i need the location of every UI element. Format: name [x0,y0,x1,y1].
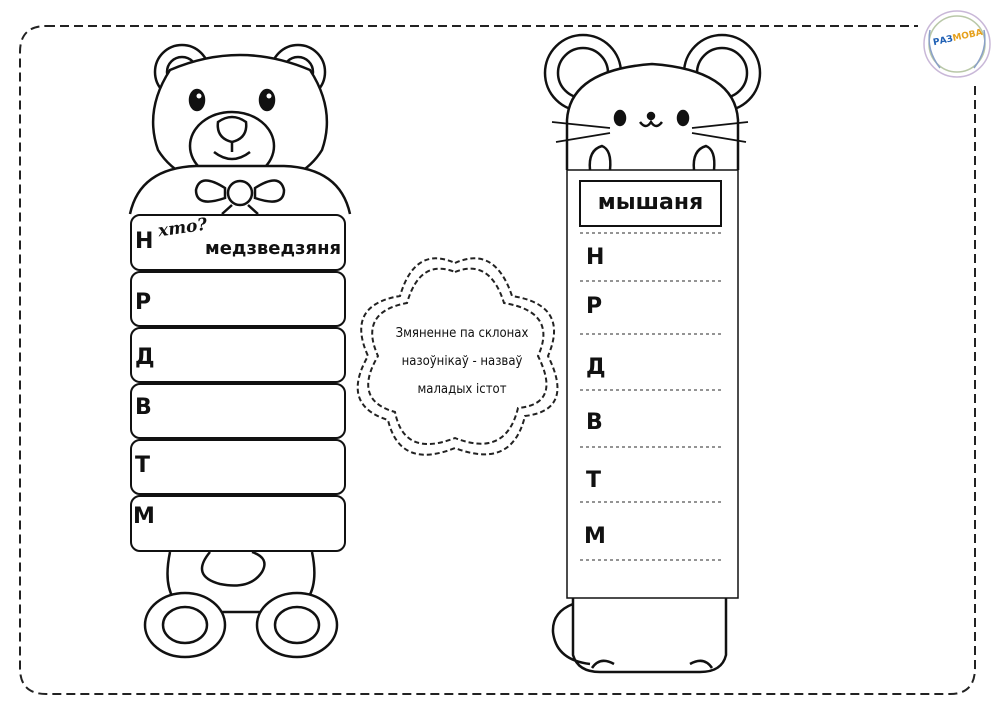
bear-case-n: Н [135,229,154,254]
mouse-case-d: Д [586,355,606,380]
bear-case-v: В [135,395,152,420]
bear-case-t: Т [135,453,151,478]
logo-part-2: МОВА [951,27,984,44]
mouse-case-m: М [584,524,606,549]
bear-case-boxes [131,215,345,551]
instruction-line-2: назоўнікаў - назваў [401,354,523,369]
bear-case-r: Р [135,290,152,315]
instruction-line-1: Змяненне па склонах [395,326,529,341]
bear-word: медзведзяня [205,238,342,259]
bear-question-hint: хто? [156,214,209,242]
mouse-case-r: Р [586,294,603,319]
mouse-case-t: Т [586,468,602,493]
instruction-line-3: маладых істот [417,382,507,397]
instruction-text [368,320,556,404]
mouse-case-v: В [586,410,603,435]
mouse-case-n: Н [586,245,605,270]
bear-case-m: М [133,504,155,529]
mouse-word: мышаня [597,190,704,215]
logo-part-1: РАЗ [932,34,954,49]
bear-case-d: Д [135,345,155,370]
